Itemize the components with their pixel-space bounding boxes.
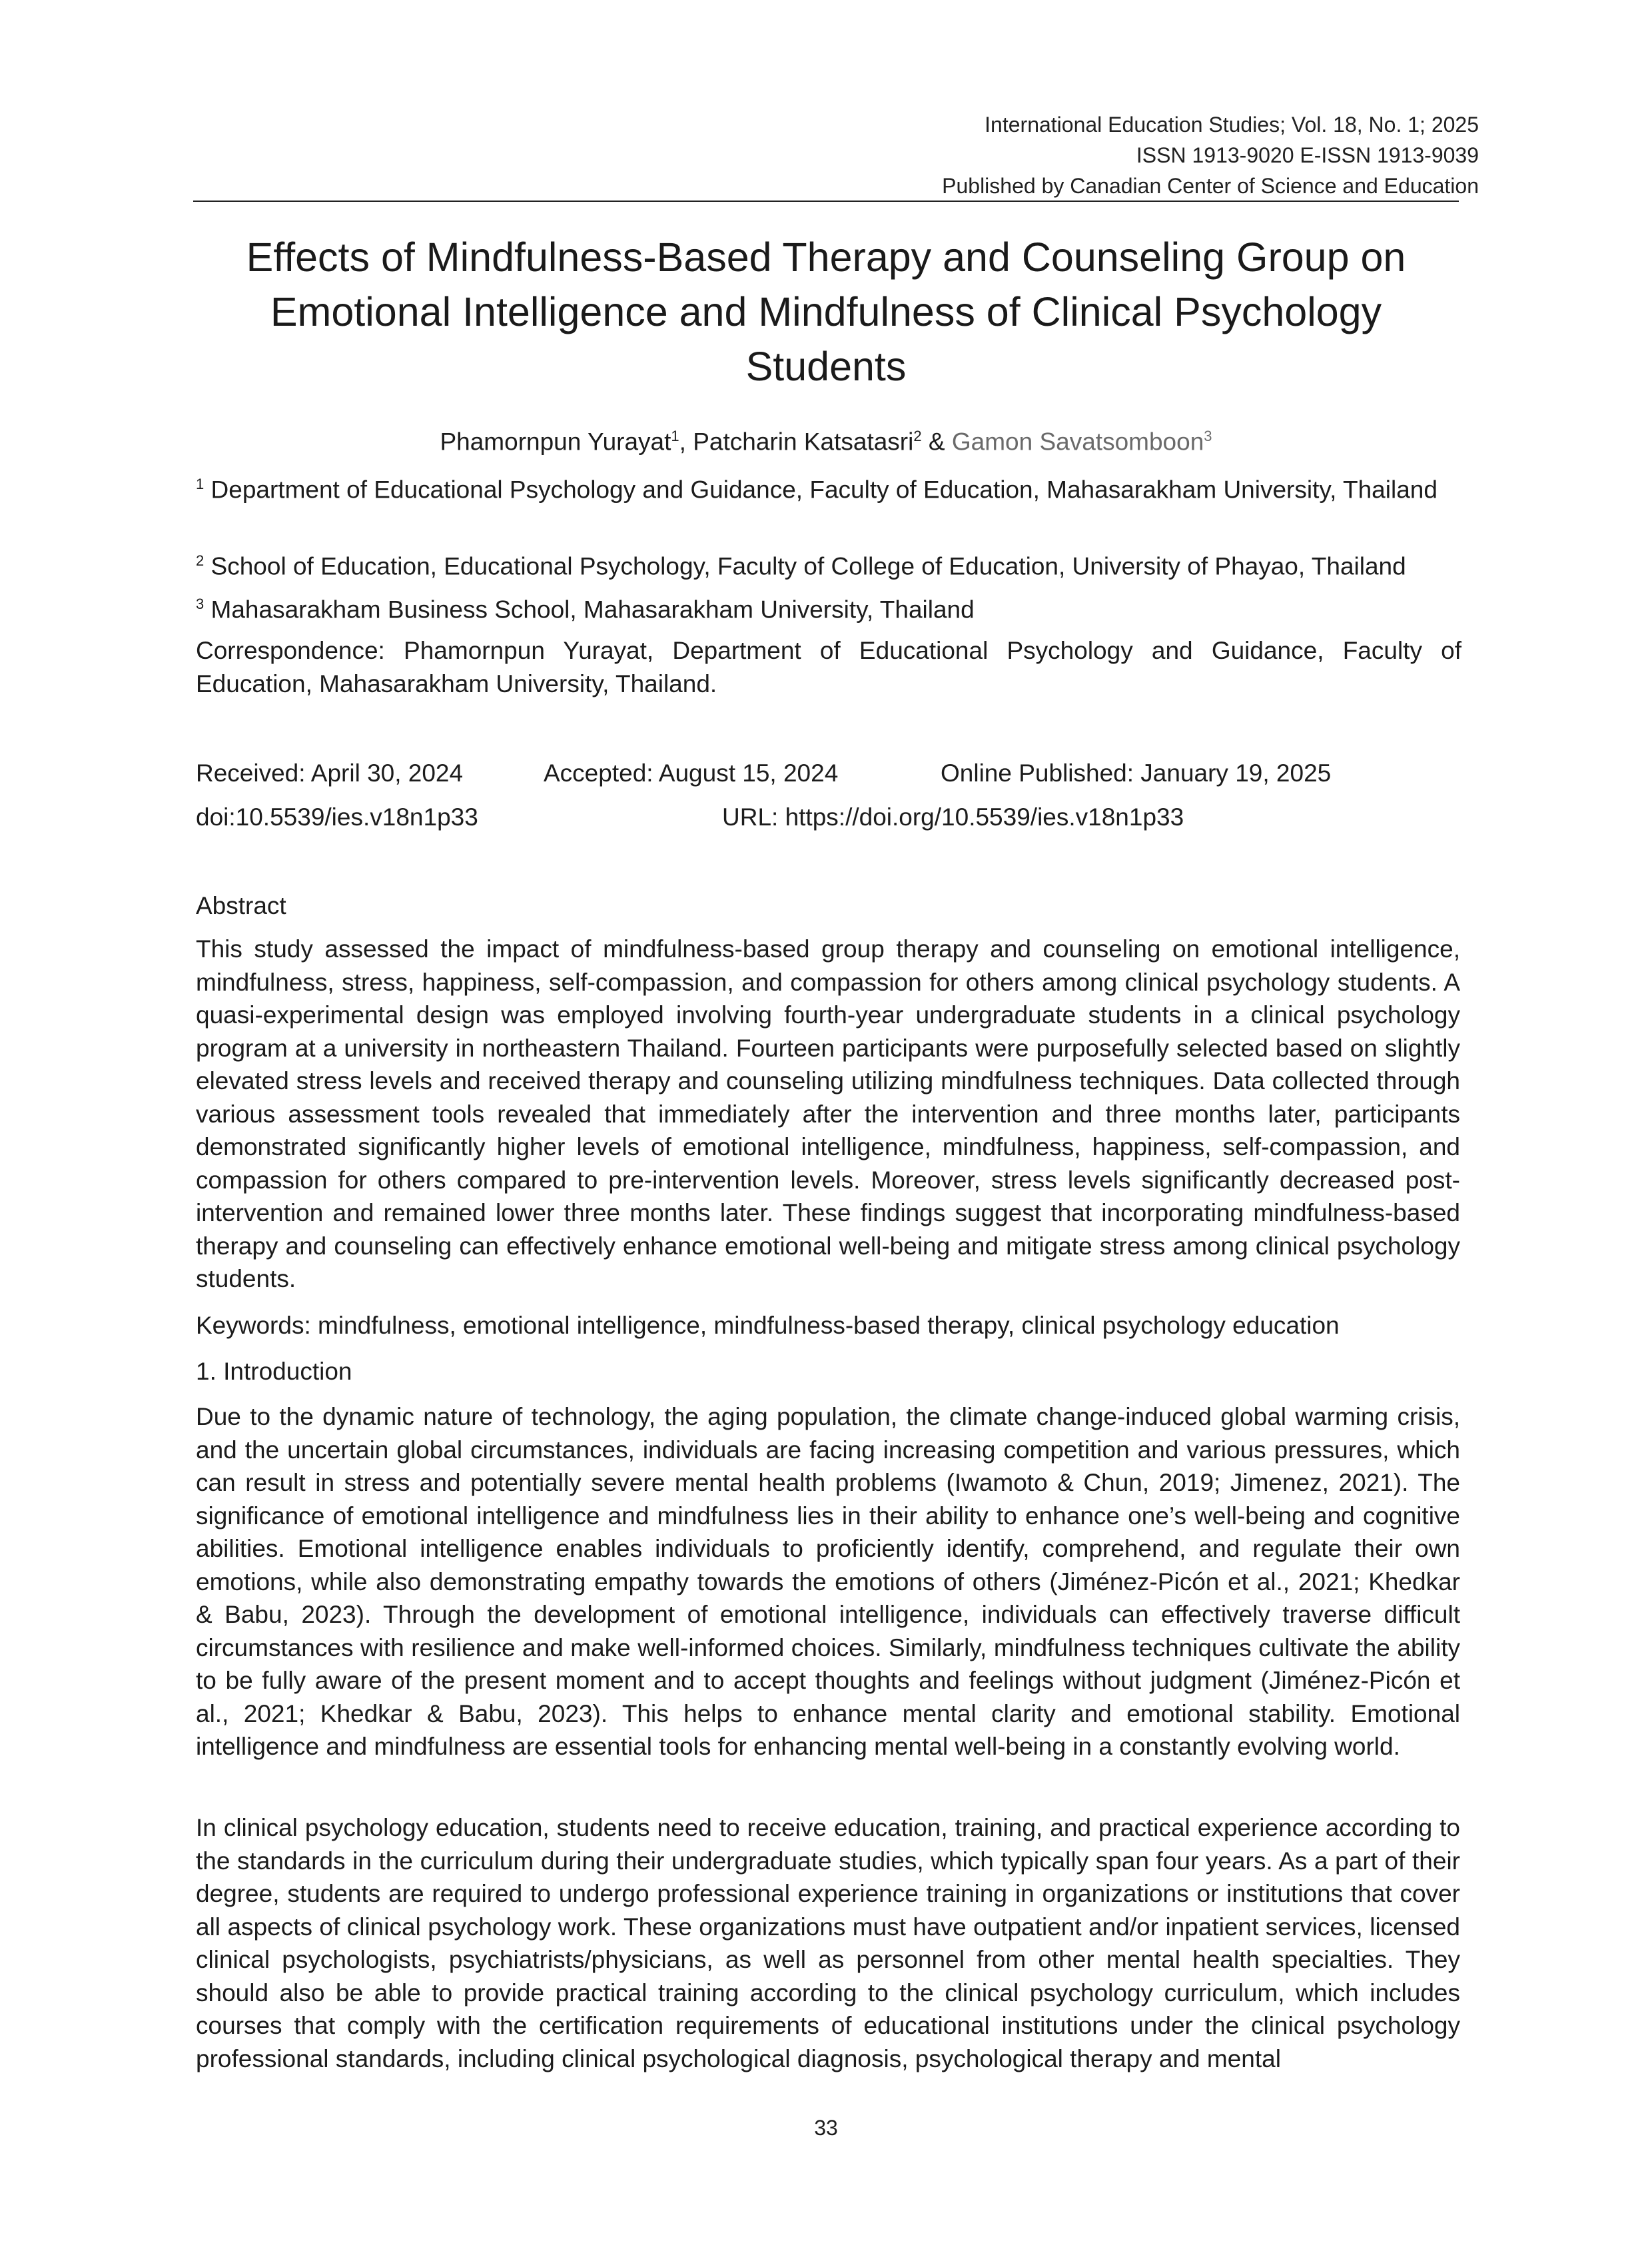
journal-citation: International Education Studies; Vol. 18, No. 1; 2025 — [985, 113, 1479, 137]
affiliation-text: Department of Educational Psychology and Guidance, Faculty of Education, Mahasarakham University, Thailand — [210, 476, 1438, 504]
intro-paragraph-1: Due to the dynamic nature of technology, the aging population, the climate change-induced global warming crisis, and the uncertain global circumstances, individuals are facing increasing competition and various pressures, which can result in stress and potentially severe mental health problems (Iwamoto & Chun, 2019; Jimenez, 2021). The significance of emotional intelligence and mindfulness lies in their ability to enhance one’s well-being and cognitive abilities. Emotional intelligence enables individuals to proficiently identify, comprehend, and regulate their own emotions, while also demonstrating empathy towards the emotions of others (Jiménez-Picón et al., 2021; Khedkar & Babu, 2023). Through the development of emotional intelligence, individuals can effectively traverse difficult circumstances with resilience and make well-informed choices. Similarly, mindfulness techniques cultivate the ability to be fully aware of the present moment and to accept thoughts and feelings without judgment (Jiménez-Picón et al., 2021; Khedkar & Babu, 2023). This helps to enhance mental clarity and emotional stability. Emotional intelligence and mindfulness are essential tools for enhancing mental well-being in a constantly evolving world. — [196, 1403, 1460, 1760]
affiliation-text: School of Education, Educational Psychology, Faculty of College of Education, University of Phayao, Thailand — [210, 552, 1406, 580]
author-list — [193, 420, 1459, 458]
author-3-affil: 3 — [1204, 428, 1212, 444]
intro-paragraph-2: In clinical psychology education, students need to receive education, training, and practical experience according to the standards in the curriculum during their undergraduate studies, which typically span four years. As a part of their degree, students are required to undergo professional experience training in organizations or institutions that cover all aspects of clinical psychology work. These organizations must have outpatient and/or inpatient services, licensed clinical psychologists, psychiatrists/physicians, as well as personnel from other mental health specialties. They should also be able to provide practical training according to the clinical psychology curriculum, which includes courses that comply with the certification requirements of educational institutions under the clinical psychology professional standards, including clinical psychological diagnosis, psychological therapy and mental — [196, 1814, 1460, 2072]
author-3: Gamon Savatsomboon — [951, 428, 1204, 456]
affiliation-3 — [196, 588, 1461, 626]
abstract-heading: Abstract — [196, 892, 286, 919]
affiliation-1 — [196, 468, 1461, 506]
accepted-date: Accepted: August 15, 2024 — [544, 759, 839, 787]
doi-link[interactable]: doi:10.5539/ies.v18n1p33 — [196, 803, 478, 831]
online-published-date: Online Published: January 19, 2025 — [941, 759, 1332, 787]
author-1: Phamornpun Yurayat — [440, 428, 671, 456]
author-2: Patcharin Katsatasri — [693, 428, 914, 456]
article-title: Effects of Mindfulness-Based Therapy and Counseling Group on Emotional Intelligence and Mindfulness of Clinical Psychology Students — [246, 234, 1406, 389]
journal-header — [942, 109, 1479, 201]
journal-issn: ISSN 1913-9020 E-ISSN 1913-9039 — [1136, 143, 1479, 167]
abstract-text: This study assessed the impact of mindfulness-based group therapy and counseling on emotional intelligence, mindfulness, stress, happiness, self-compassion, and compassion for others among clinical psychology students. A quasi-experimental design was employed involving fourth-year undergraduate students in a clinical psychology program at a university in northeastern Thailand. Fourteen participants were purposefully selected based on slightly elevated stress levels and received therapy and counseling utilizing mindfulness techniques. Data collected through various assessment tools revealed that immediately after the intervention and three months later, participants demonstrated significantly higher levels of emotional intelligence, mindfulness, happiness, self-compassion, and compassion for others compared to pre-intervention levels. Moreover, stress levels significantly decreased post-intervention and remained lower three months later. These findings suggest that incorporating mindfulness-based therapy and counseling can effectively enhance emotional well-being and mitigate stress among clinical psychology students. — [196, 935, 1460, 1292]
affiliation-number: 2 — [196, 552, 205, 569]
affiliation-number: 1 — [196, 476, 205, 492]
page-number: 33 — [814, 2116, 838, 2140]
received-date: Received: April 30, 2024 — [196, 759, 464, 787]
section-heading-introduction: 1. Introduction — [196, 1358, 352, 1385]
author-2-affil: 2 — [913, 428, 922, 444]
affiliation-text: Mahasarakham Business School, Mahasarakham University, Thailand — [210, 596, 975, 624]
journal-publisher: Published by Canadian Center of Science and Education — [942, 174, 1479, 198]
affiliation-number: 3 — [196, 596, 205, 612]
affiliation-2 — [196, 544, 1461, 583]
header-rule — [193, 201, 1459, 202]
author-separator: & — [921, 428, 952, 456]
author-1-affil: 1 — [671, 428, 679, 444]
keywords: Keywords: mindfulness, emotional intelligence, mindfulness-based therapy, clinical psychology education — [196, 1312, 1340, 1339]
url-link[interactable]: URL: https://doi.org/10.5539/ies.v18n1p33 — [722, 803, 1184, 831]
correspondence: Correspondence: Phamornpun Yurayat, Department of Educational Psychology and Guidance, Faculty of Education, Mahasarakham University, Thailand. — [196, 637, 1461, 697]
author-separator: , — [679, 428, 693, 456]
